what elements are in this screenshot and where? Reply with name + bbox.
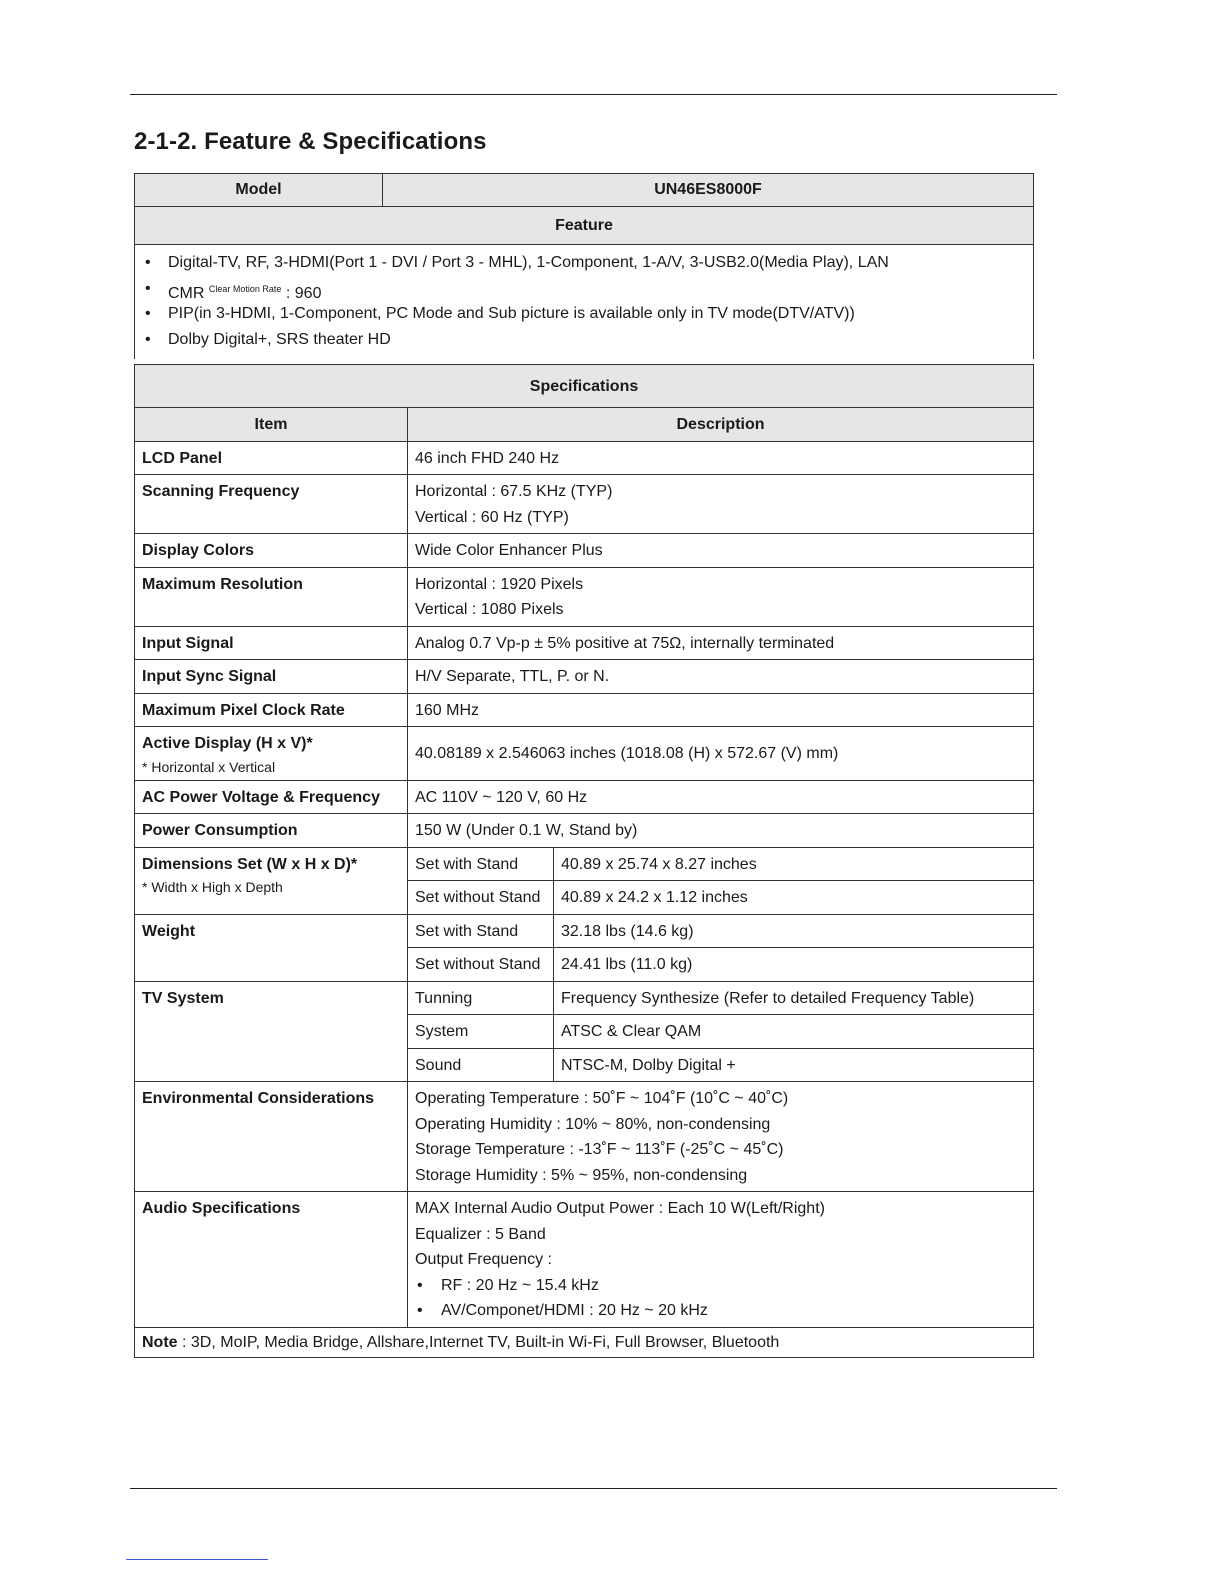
table-row: Display Colors Wide Color Enhancer Plus: [135, 534, 1034, 568]
table-row: Maximum Pixel Clock Rate 160 MHz: [135, 693, 1034, 727]
table-row: Set without Stand 40.89 x 24.2 x 1.12 inches: [135, 881, 1034, 915]
table-row: Power Consumption 150 W (Under 0.1 W, Stand by): [135, 814, 1034, 848]
footer-link-underline: [126, 1559, 268, 1560]
bullet: •: [145, 254, 151, 271]
table-row: Input Sync Signal H/V Separate, TTL, P. or N.: [135, 660, 1034, 694]
bullet: •: [145, 279, 151, 297]
header-rule: [130, 94, 1057, 95]
spec-header: Specifications: [135, 365, 1034, 408]
table-row: AC Power Voltage & Frequency AC 110V ~ 120 V, 60 Hz: [135, 780, 1034, 814]
table-row: System ATSC & Clear QAM: [135, 1015, 1034, 1049]
note-label: Note: [142, 1333, 178, 1351]
feature-table: [134, 173, 1034, 359]
model-label: Model: [135, 174, 383, 207]
bullet: •: [417, 1302, 423, 1319]
cmr-value: : 960: [285, 284, 322, 302]
table-row: [135, 1327, 1034, 1358]
table-row: Dimensions Set (W x H x D)* * Width x High x Depth Set with Stand 40.89 x 25.74 x 8.27 inches: [135, 847, 1034, 881]
spec-table: [134, 364, 1034, 1358]
table-row: Set without Stand 24.41 lbs (11.0 kg): [135, 948, 1034, 982]
note-row: [135, 1327, 1034, 1358]
page-title: 2-1-2. Feature & Specifications: [134, 128, 487, 155]
table-row: Input Signal Analog 0.7 Vp-p ± 5% positive at 75Ω, internally terminated: [135, 626, 1034, 660]
feature-list-cell: [135, 245, 1034, 360]
cmr-label: CMR: [168, 284, 205, 302]
footer-rule: [130, 1488, 1057, 1489]
feature-header: Feature: [135, 207, 1034, 245]
col-description-header: Description: [408, 408, 1034, 442]
feature-item: [142, 279, 1026, 305]
col-item-header: Item: [135, 408, 408, 442]
table-row: LCD Panel 46 inch FHD 240 Hz: [135, 441, 1034, 475]
table-row: Environmental Considerations Operating Temperature : 50˚F ~ 104˚F (10˚C ~ 40˚C) Operating Humidity : 10% ~ 80%, non-condensing Storage Temperature : -13˚F ~ 113˚F (-25˚C ~ 45˚C) Storage Humidity : 5% ~ 95%, non-condensing: [135, 1082, 1034, 1192]
table-row: Sound NTSC-M, Dolby Digital +: [135, 1048, 1034, 1082]
cmr-superscript: Clear Motion Rate: [208, 283, 282, 294]
feature-item: • Digital-TV, RF, 3-HDMI(Port 1 - DVI / Port 3 - MHL), 1-Component, 1-A/V, 3-USB2.0(Media Play), LAN: [145, 254, 889, 271]
table-row: Scanning Frequency Horizontal : 67.5 KHz (TYP) Vertical : 60 Hz (TYP): [135, 475, 1034, 534]
table-row: Audio Specifications MAX Internal Audio Output Power : Each 10 W(Left/Right) Equalizer : 5 Band Output Frequency : • RF : 20 Hz ~ 15.4 kHz • AV/Componet/HDMI : 20 Hz ~ 20 kHz: [135, 1192, 1034, 1328]
feature-item: • PIP(in 3-HDMI, 1-Component, PC Mode and Sub picture is available only in TV mode(DTV/ATV)): [145, 305, 855, 322]
list-item: • RF : 20 Hz ~ 15.4 kHz: [415, 1273, 1026, 1299]
feature-item: • Dolby Digital+, SRS theater HD: [145, 330, 391, 348]
table-row: TV System Tunning Frequency Synthesize (Refer to detailed Frequency Table): [135, 981, 1034, 1015]
note-text: : 3D, MoIP, Media Bridge, Allshare,Internet TV, Built-in Wi-Fi, Full Browser, Bluetooth: [177, 1333, 780, 1351]
table-row: Maximum Resolution Horizontal : 1920 Pixels Vertical : 1080 Pixels: [135, 567, 1034, 626]
list-item: • AV/Componet/HDMI : 20 Hz ~ 20 kHz: [415, 1298, 1026, 1324]
bullet: •: [145, 305, 151, 322]
model-value: UN46ES8000F: [383, 174, 1034, 207]
bullet: •: [417, 1276, 423, 1294]
bullet: •: [145, 330, 151, 348]
feature-list: [142, 253, 1026, 355]
table-row: Active Display (H x V)* * Horizontal x Vertical 40.08189 x 2.546063 inches (1018.08 (H) x 572.67 (V) mm): [135, 727, 1034, 781]
table-row: Weight Set with Stand 32.18 lbs (14.6 kg): [135, 914, 1034, 948]
